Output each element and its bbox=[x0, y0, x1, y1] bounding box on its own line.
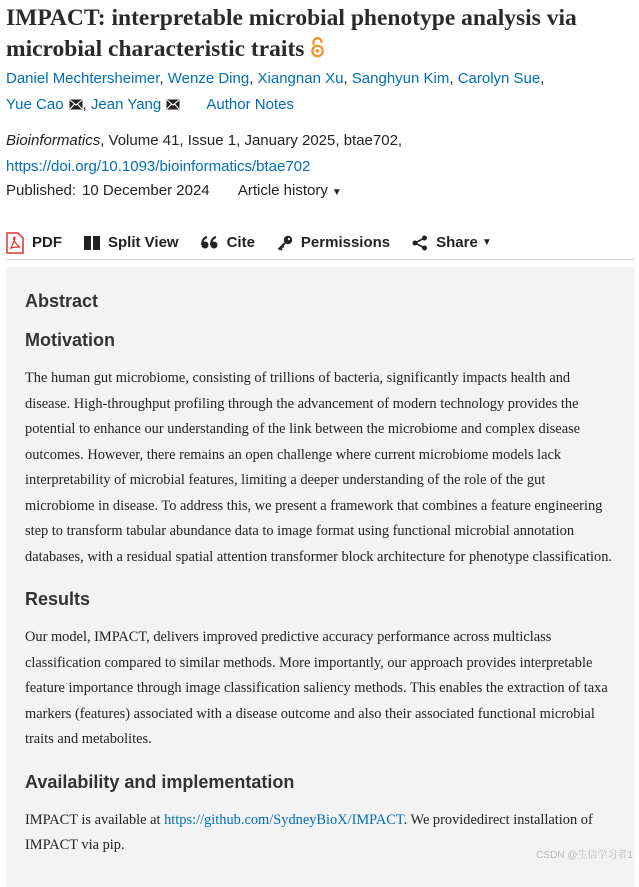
article-title: IMPACT: interpretable microbial phenotype analysis via microbial characteristic traits bbox=[6, 3, 631, 67]
author-link[interactable]: Sanghyun Kim bbox=[351, 70, 450, 87]
author-link[interactable]: Wenze Ding bbox=[167, 70, 250, 87]
availability-text: IMPACT is available at bbox=[25, 811, 165, 828]
caret-down-icon: ▼ bbox=[331, 187, 342, 198]
watermark: CSDN @生信学习者1 bbox=[536, 850, 633, 861]
published-label: Published: bbox=[6, 182, 77, 199]
author-link[interactable]: Yue Cao bbox=[6, 96, 64, 113]
github-link[interactable]: https://github.com/SydneyBioX/IMPACT bbox=[164, 811, 404, 828]
cite-label: Cite bbox=[226, 234, 255, 251]
results-paragraph: Our model, IMPACT, delivers improved predictive accuracy performance across multiclass classification compared to similar methods. More importantly, our approach provides interpretable feature importance through image classification saliency methods. This enables the extraction of taxa markers (features) associated with a disease outcome and also their associated functional microbial traits and metabolites. bbox=[25, 629, 608, 747]
mail-icon[interactable] bbox=[69, 93, 83, 119]
split-view-button[interactable] bbox=[84, 230, 179, 256]
open-access-icon bbox=[310, 36, 325, 67]
author-link[interactable]: Jean Yang bbox=[90, 96, 162, 113]
share-icon bbox=[412, 235, 428, 251]
caret-down-icon: ▼ bbox=[481, 237, 492, 248]
results-heading: Results bbox=[25, 589, 91, 609]
abstract-heading: Abstract bbox=[25, 291, 99, 311]
share-button[interactable] bbox=[412, 230, 492, 256]
availability-paragraph bbox=[25, 808, 616, 859]
author-link[interactable]: Daniel Mechtersheimer bbox=[6, 70, 160, 87]
journal-name: Bioinformatics bbox=[6, 132, 101, 149]
author-list: Daniel Mechtersheimer, Wenze Ding, Xiangnan Xu, Sanghyun Kim, Carolyn Sue, Yue Cao , Jean Yang Author Notes bbox=[6, 66, 631, 119]
abstract-section bbox=[6, 267, 635, 887]
author-link[interactable]: Carolyn Sue bbox=[457, 70, 541, 87]
published-date: 10 December 2024 bbox=[82, 182, 210, 199]
pdf-icon bbox=[6, 232, 24, 254]
citation bbox=[6, 128, 631, 180]
availability-text: . We providedirect installation of IMPACT via pip. bbox=[25, 811, 593, 853]
motivation-heading: Motivation bbox=[25, 330, 115, 350]
split-view-icon bbox=[84, 236, 100, 250]
publication-info bbox=[6, 180, 342, 204]
split-view-label: Split View bbox=[108, 234, 179, 251]
doi-link[interactable]: https://doi.org/10.1093/bioinformatics/btae702 bbox=[6, 158, 311, 175]
availability-heading: Availability and implementation bbox=[25, 771, 295, 792]
motivation-paragraph: The human gut microbiome, consisting of trillions of bacteria, significantly impacts health and disease. High-throughput profiling through the advancement of modern technology provides the potential to enhance our understanding of the link between the microbiome and complex disease outcomes. However, there remains an open challenge where current microbiome models lack interpretability of microbial features, limiting a deeper understanding of the role of the gut microbiome in disease. To address this, we present a framework that combines a feature engineering step to transform tabular abundance data to image format using functional microbial annotation databases, with a residual spatial attention transformer block architecture for phenotype classification. bbox=[25, 370, 613, 565]
permissions-label: Permissions bbox=[300, 234, 391, 251]
share-label: Share bbox=[436, 234, 478, 251]
article-history-label: Article history bbox=[237, 182, 328, 199]
pdf-button[interactable] bbox=[6, 230, 62, 256]
citation-details: , Volume 41, Issue 1, January 2025, btae702, bbox=[100, 132, 403, 149]
author-notes-link[interactable]: Author Notes bbox=[206, 96, 294, 113]
cite-button[interactable] bbox=[201, 230, 255, 256]
pdf-label: PDF bbox=[32, 234, 62, 251]
key-icon bbox=[277, 235, 293, 251]
article-toolbar bbox=[6, 226, 635, 260]
quote-icon bbox=[201, 236, 219, 250]
permissions-button[interactable] bbox=[277, 230, 390, 256]
mail-icon[interactable] bbox=[166, 93, 180, 119]
article-history-toggle[interactable] bbox=[238, 182, 342, 199]
author-link[interactable]: Xiangnan Xu bbox=[257, 70, 344, 87]
